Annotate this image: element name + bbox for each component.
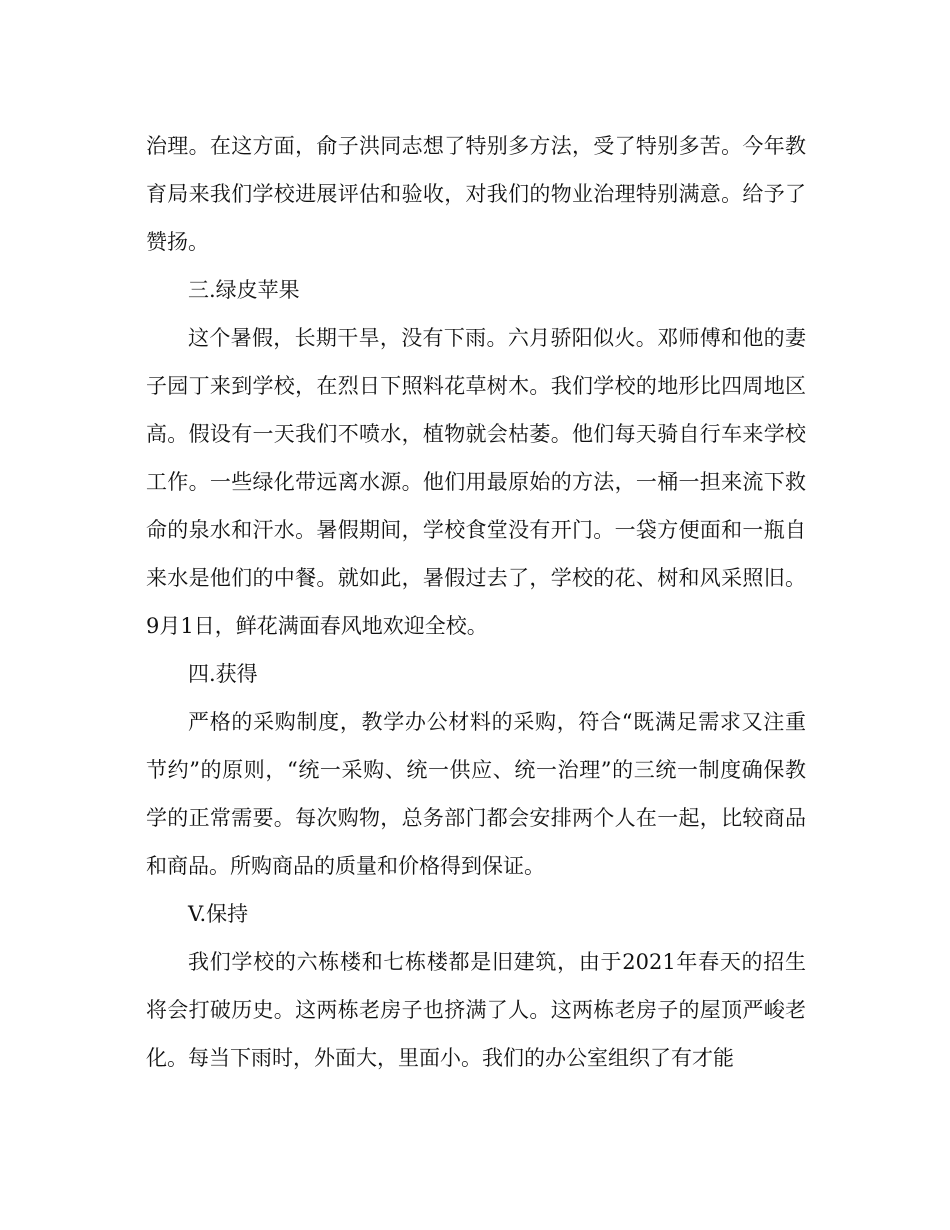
document-body: [146, 122, 806, 1082]
section-heading-3: 三.绿皮苹果: [188, 278, 300, 302]
paragraph-continuation: 治理。在这方面，俞子洪同志想了特别多方法，受了特别多苦。今年教育局来我们学校进展评估和验收，对我们的物业治理特别满意。给予了赞扬。: [146, 134, 806, 254]
section-body-3: 这个暑假，长期干旱，没有下雨。六月骄阳似火。邓师傅和他的妻子园丁来到学校，在烈日下照料花草树木。我们学校的地形比四周地区高。假设有一天我们不喷水，植物就会枯萎。他们每天骑自行车来学校工作。一些绿化带远离水源。他们用最原始的方法，一桶一担来流下救命的泉水和汗水。暑假期间，学校食堂没有开门。一袋方便面和一瓶自来水是他们的中餐。就如此，暑假过去了，学校的花、树和风采照旧。9月1日，鲜花满面春风地欢迎全校。: [146, 326, 806, 638]
section-body-4: 严格的采购制度，教学办公材料的采购，符合“既满足需求又注重节约”的原则，“统一采购、统一供应、统一治理”的三统一制度确保教学的正常需要。每次购物，总务部门都会安排两个人在一起，比较商品和商品。所购商品的质量和价格得到保证。: [146, 710, 806, 878]
section-body-5: 我们学校的六栋楼和七栋楼都是旧建筑，由于2021年春天的招生将会打破历史。这两栋老房子也挤满了人。这两栋老房子的屋顶严峻老化。每当下雨时，外面大，里面小。我们的办公室组织了有才能: [146, 950, 806, 1070]
section-heading-4: 四.获得: [188, 662, 258, 686]
section-heading-5: V.保持: [188, 902, 249, 926]
